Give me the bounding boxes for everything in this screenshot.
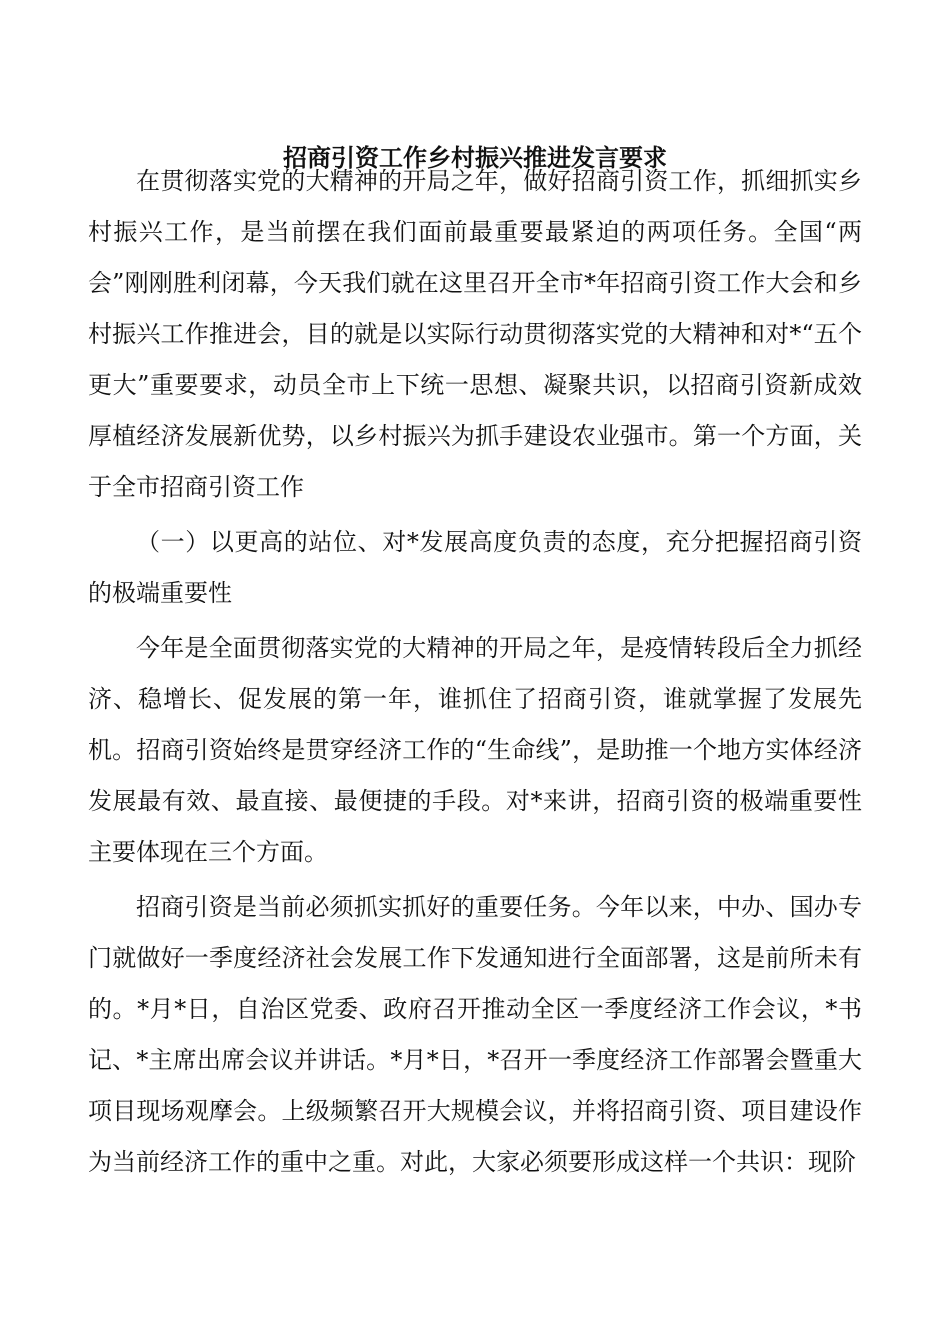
document-title: 招商引资工作乡村振兴推进发言要求 (283, 143, 667, 172)
section-heading-1: （一）以更高的站位、对*发展高度负责的态度，充分把握招商引资的极端重要性 (88, 528, 862, 607)
paragraph-intro: 在贯彻落实党的大精神的开局之年，做好招商引资工作，抓细抓实乡村振兴工作，是当前摆在我们面前最重要最紧迫的两项任务。全国“两会”刚刚胜利闭幕，今天我们就在这里召开全市*年招商引资工作大会和乡村振兴工作推进会，目的就是以实际行动贯彻落实党的大精神和对*“五个更大”重要要求，动员全市上下统一思想、凝聚共识，以招商引资新成效厚植经济发展新优势，以乡村振兴为抓手建设农业强市。第一个方面，关于全市招商引资工作 (88, 167, 862, 501)
document-body (88, 156, 862, 1188)
paragraph-task: 招商引资是当前必须抓实抓好的重要任务。今年以来，中办、国办专门就做好一季度经济社会发展工作下发通知进行全面部署，这是前所未有的。*月*日，自治区党委、政府召开推动全区一季度经济工作会议，*书记、*主席出席会议并讲话。*月*日，*召开一季度经济工作部署会暨重大项目现场观摩会。上级频繁召开大规模会议，并将招商引资、项目建设作为当前经济工作的重中之重。对此，大家必须要形成这样一个共识：现阶 (88, 893, 862, 1176)
paragraph-importance: 今年是全面贯彻落实党的大精神的开局之年，是疫情转段后全力抓经济、稳增长、促发展的第一年，谁抓住了招商引资，谁就掌握了发展先机。招商引资始终是贯穿经济工作的“生命线”，是助推一个地方实体经济发展最有效、最直接、最便捷的手段。对*来讲，招商引资的极端重要性主要体现在三个方面。 (88, 634, 862, 866)
